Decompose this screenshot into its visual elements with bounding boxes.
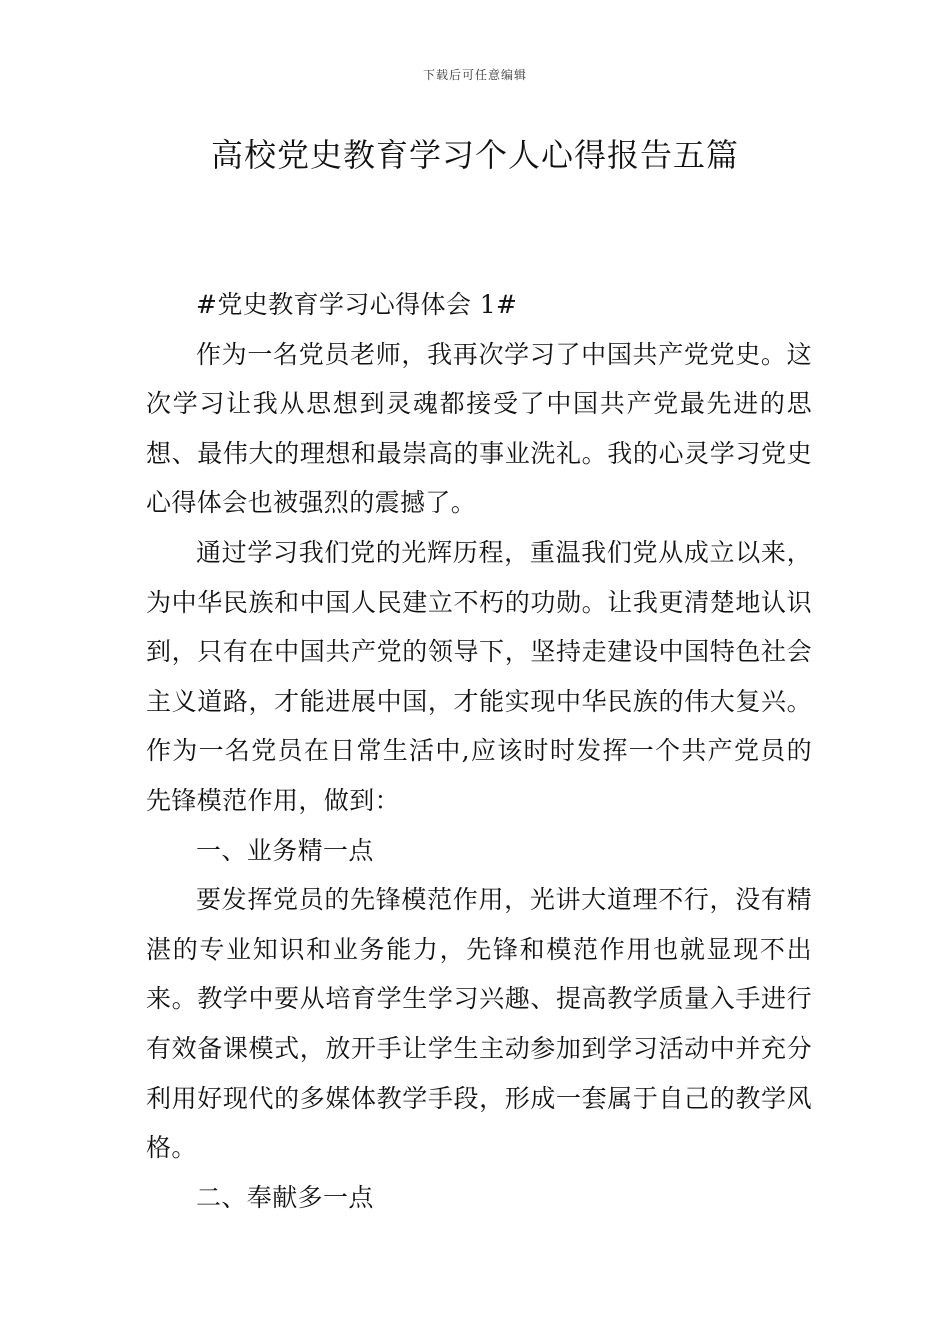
body-paragraph: 作为一名党员老师，我再次学习了中国共产党党史。这次学习让我从思想到灵魂都接受了中国共产党最先进的思想、最伟大的理想和最崇高的事业洗礼。我的心灵学习党史心得体会也被强烈的震撼了。 [146,339,812,518]
subsection-heading-2: 二、奉献多一点 [196,1182,374,1212]
page-header-note: 下载后可任意编辑 [422,68,527,82]
document-title: 高校党史教育学习个人心得报告五篇 [210,136,739,174]
body-paragraph: 通过学习我们党的光辉历程，重温我们党从成立以来，为中华民族和中国人民建立不朽的功勋。让我更清楚地认识到，只有在中国共产党的领导下，坚持走建设中国特色社会主义道路，才能进展中国，才能实现中华民族的伟大复兴。作为一名党员在日常生活中,应该时时发挥一个共产党员的先锋模范作用，做到： [146,537,812,815]
body-paragraph: 要发挥党员的先锋模范作用，光讲大道理不行，没有精湛的专业知识和业务能力，先锋和模范作用也就显现不出来。教学中要从培育学生学习兴趣、提高教学质量入手进行有效备课模式，放开手让学生主动参加到学习活动中并充分利用好现代的多媒体教学手段，形成一套属于自己的教学风格。 [146,885,812,1163]
subsection-heading-1: 一、业务精一点 [196,835,374,865]
section-heading-1: #党史教育学习心得体会 1# [196,290,518,319]
document-body [146,280,812,1222]
